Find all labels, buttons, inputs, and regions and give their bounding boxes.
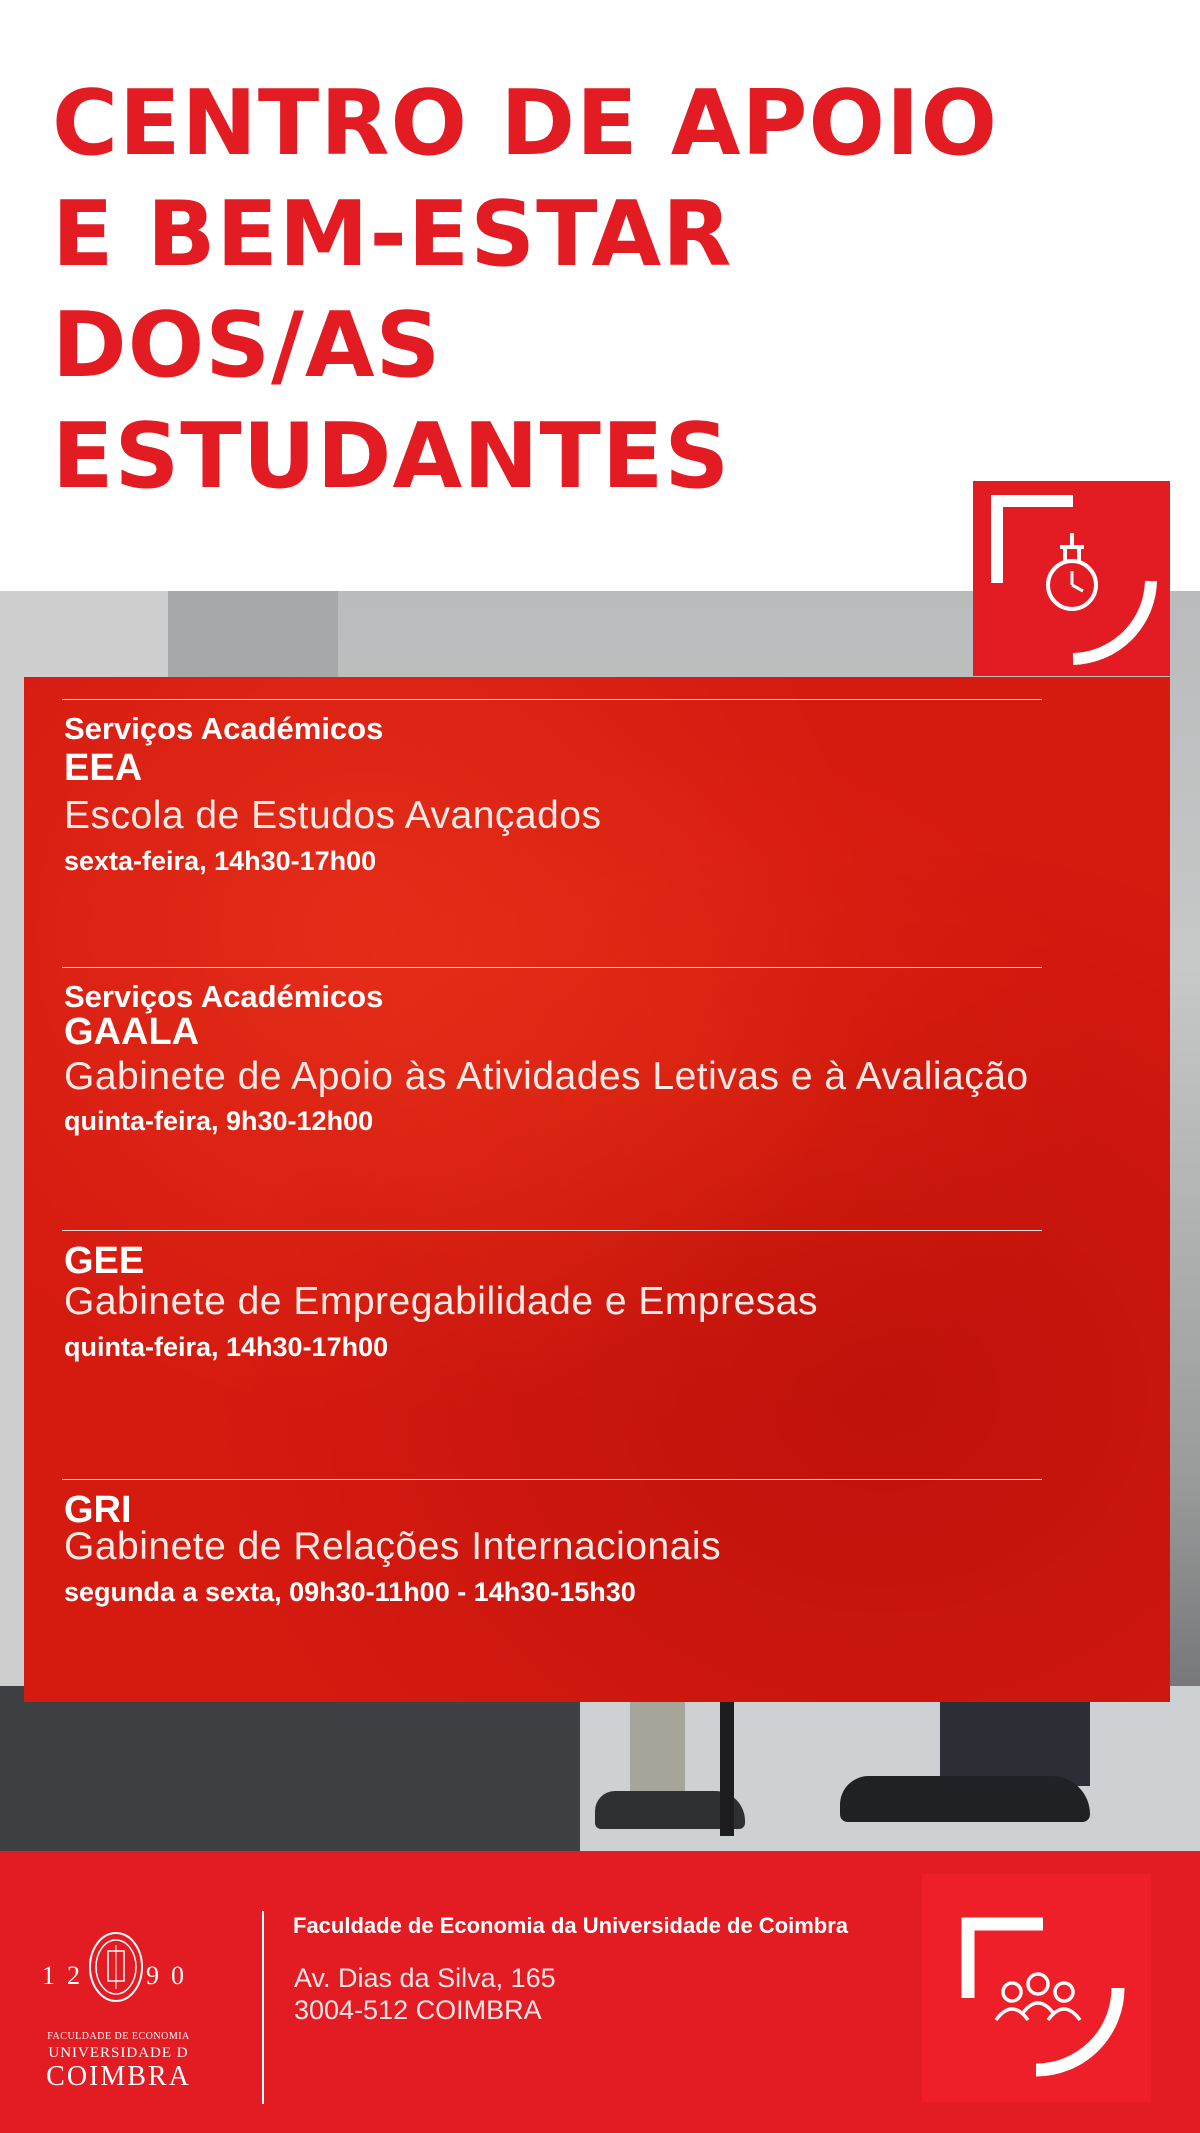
address-line: Av. Dias da Silva, 165 [294, 1963, 556, 1993]
service-code: EEA [64, 747, 143, 789]
flask-clock-icon [973, 481, 1170, 676]
service-hours: sexta-feira, 14h30-17h00 [64, 846, 377, 876]
logo-faculty: FACULDADE DE ECONOMIA [47, 2031, 190, 2042]
service-name: Gabinete de Apoio às Atividades Letivas e à Avaliação [64, 1055, 1029, 1098]
address-line: 3004-512 COIMBRA [294, 1995, 542, 2025]
service-code: GAALA [64, 1011, 200, 1053]
logo-year-right: 90 [146, 1961, 196, 1990]
service-code: GEE [64, 1240, 145, 1282]
logo-year-left: 12 [42, 1961, 92, 1990]
services-card [24, 677, 1170, 1702]
logo-university: UNIVERSIDADE D [48, 2045, 189, 2061]
service-name: Gabinete de Relações Internacionais [64, 1525, 722, 1568]
title-line: DOS/AS [52, 293, 442, 398]
footer-badge [922, 1874, 1151, 2102]
service-department: Serviços Académicos [64, 979, 384, 1014]
university-logo [36, 1931, 206, 2111]
service-department: Serviços Académicos [64, 711, 384, 746]
divider [62, 1479, 1042, 1480]
faculty-name: Faculdade de Economia da Universidade de Coimbra [293, 1913, 849, 1938]
footer [0, 1851, 1200, 2133]
title-line: ESTUDANTES [52, 404, 731, 509]
service-hours: segunda a sexta, 09h30-11h00 - 14h30-15h30 [64, 1577, 636, 1607]
logo-city: COIMBRA [46, 2061, 191, 2092]
title-line: CENTRO DE APOIO [52, 71, 999, 176]
divider [62, 967, 1042, 968]
service-name: Gabinete de Empregabilidade e Empresas [64, 1280, 818, 1323]
service-code: GRI [64, 1489, 132, 1531]
page-title [52, 68, 998, 512]
service-hours: quinta-feira, 14h30-17h00 [64, 1332, 389, 1362]
service-name: Escola de Estudos Avançados [64, 794, 602, 837]
service-hours: quinta-feira, 9h30-12h00 [64, 1106, 374, 1136]
divider [62, 699, 1042, 700]
divider [62, 1230, 1042, 1231]
badge [973, 481, 1170, 676]
community-people-icon [922, 1874, 1151, 2102]
title-line: E BEM-ESTAR [52, 182, 733, 287]
footer-divider [262, 1911, 264, 2104]
seal-icon [88, 1931, 144, 2011]
